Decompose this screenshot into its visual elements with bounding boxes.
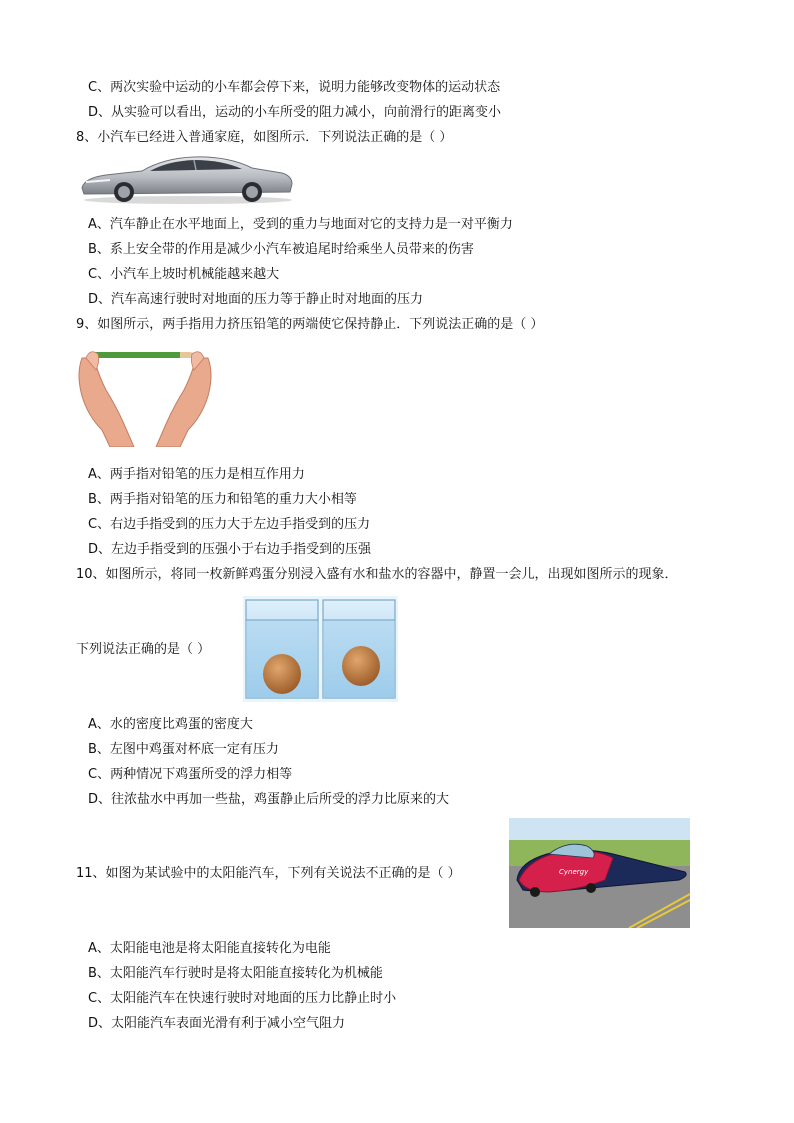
solar-car-image (509, 818, 690, 928)
q9-option-a: A、两手指对铅笔的压力是相互作用力 (88, 467, 305, 482)
eggs-in-water-and-salt-water-image (243, 596, 398, 702)
q11-option-c: C、太阳能汽车在快速行驶时对地面的压力比静止时小 (88, 991, 397, 1006)
q9-option-c: C、右边手指受到的压力大于左边手指受到的压力 (88, 517, 371, 532)
q7-option-c: C、两次实验中运动的小车都会停下来，说明力能够改变物体的运动状态 (88, 80, 501, 95)
q10-option-a: A、水的密度比鸡蛋的密度大 (88, 717, 253, 732)
fingers-pressing-pencil-image (76, 344, 214, 447)
q8-option-d: D、汽车高速行驶时对地面的压力等于静止时对地面的压力 (88, 292, 424, 307)
q11-option-d: D、太阳能汽车表面光滑有利于减小空气阻力 (88, 1016, 346, 1031)
q10-option-c: C、两种情况下鸡蛋所受的浮力相等 (88, 767, 293, 782)
q10-stem: 10、如图所示，将同一枚新鲜鸡蛋分别浸入盛有水和盐水的容器中，静置一会儿，出现如图所示的现象． (76, 567, 678, 582)
q9-option-b: B、两手指对铅笔的压力和铅笔的重力大小相等 (88, 492, 357, 507)
q11-stem: 11、如图为某试验中的太阳能汽车，下列有关说法不正确的是（ ） (76, 866, 461, 881)
solar-car-logo-text: Cynergy (559, 868, 589, 876)
q10-option-b: B、左图中鸡蛋对杯底一定有压力 (88, 742, 279, 757)
q7-option-d: D、从实验可以看出，运动的小车所受的阻力减小，向前滑行的距离变小 (88, 105, 502, 120)
q10-option-d: D、往浓盐水中再加一些盐，鸡蛋静止后所受的浮力比原来的大 (88, 792, 450, 807)
sports-car-image (76, 152, 296, 206)
q8-option-c: C、小汽车上坡时机械能越来越大 (88, 267, 280, 282)
q8-stem: 8、小汽车已经进入普通家庭，如图所示．下列说法正确的是（ ） (76, 130, 453, 145)
q10-stem-continued: 下列说法正确的是（ ） (76, 642, 211, 657)
q8-option-b: B、系上安全带的作用是减少小汽车被追尾时给乘坐人员带来的伤害 (88, 242, 474, 257)
q8-option-a: A、汽车静止在水平地面上，受到的重力与地面对它的支持力是一对平衡力 (88, 217, 513, 232)
q9-option-d: D、左边手指受到的压强小于右边手指受到的压强 (88, 542, 372, 557)
q9-stem: 9、如图所示，两手指用力挤压铅笔的两端使它保持静止．下列说法正确的是（ ） (76, 317, 544, 332)
q11-option-a: A、太阳能电池是将太阳能直接转化为电能 (88, 941, 331, 956)
q11-option-b: B、太阳能汽车行驶时是将太阳能直接转化为机械能 (88, 966, 383, 981)
